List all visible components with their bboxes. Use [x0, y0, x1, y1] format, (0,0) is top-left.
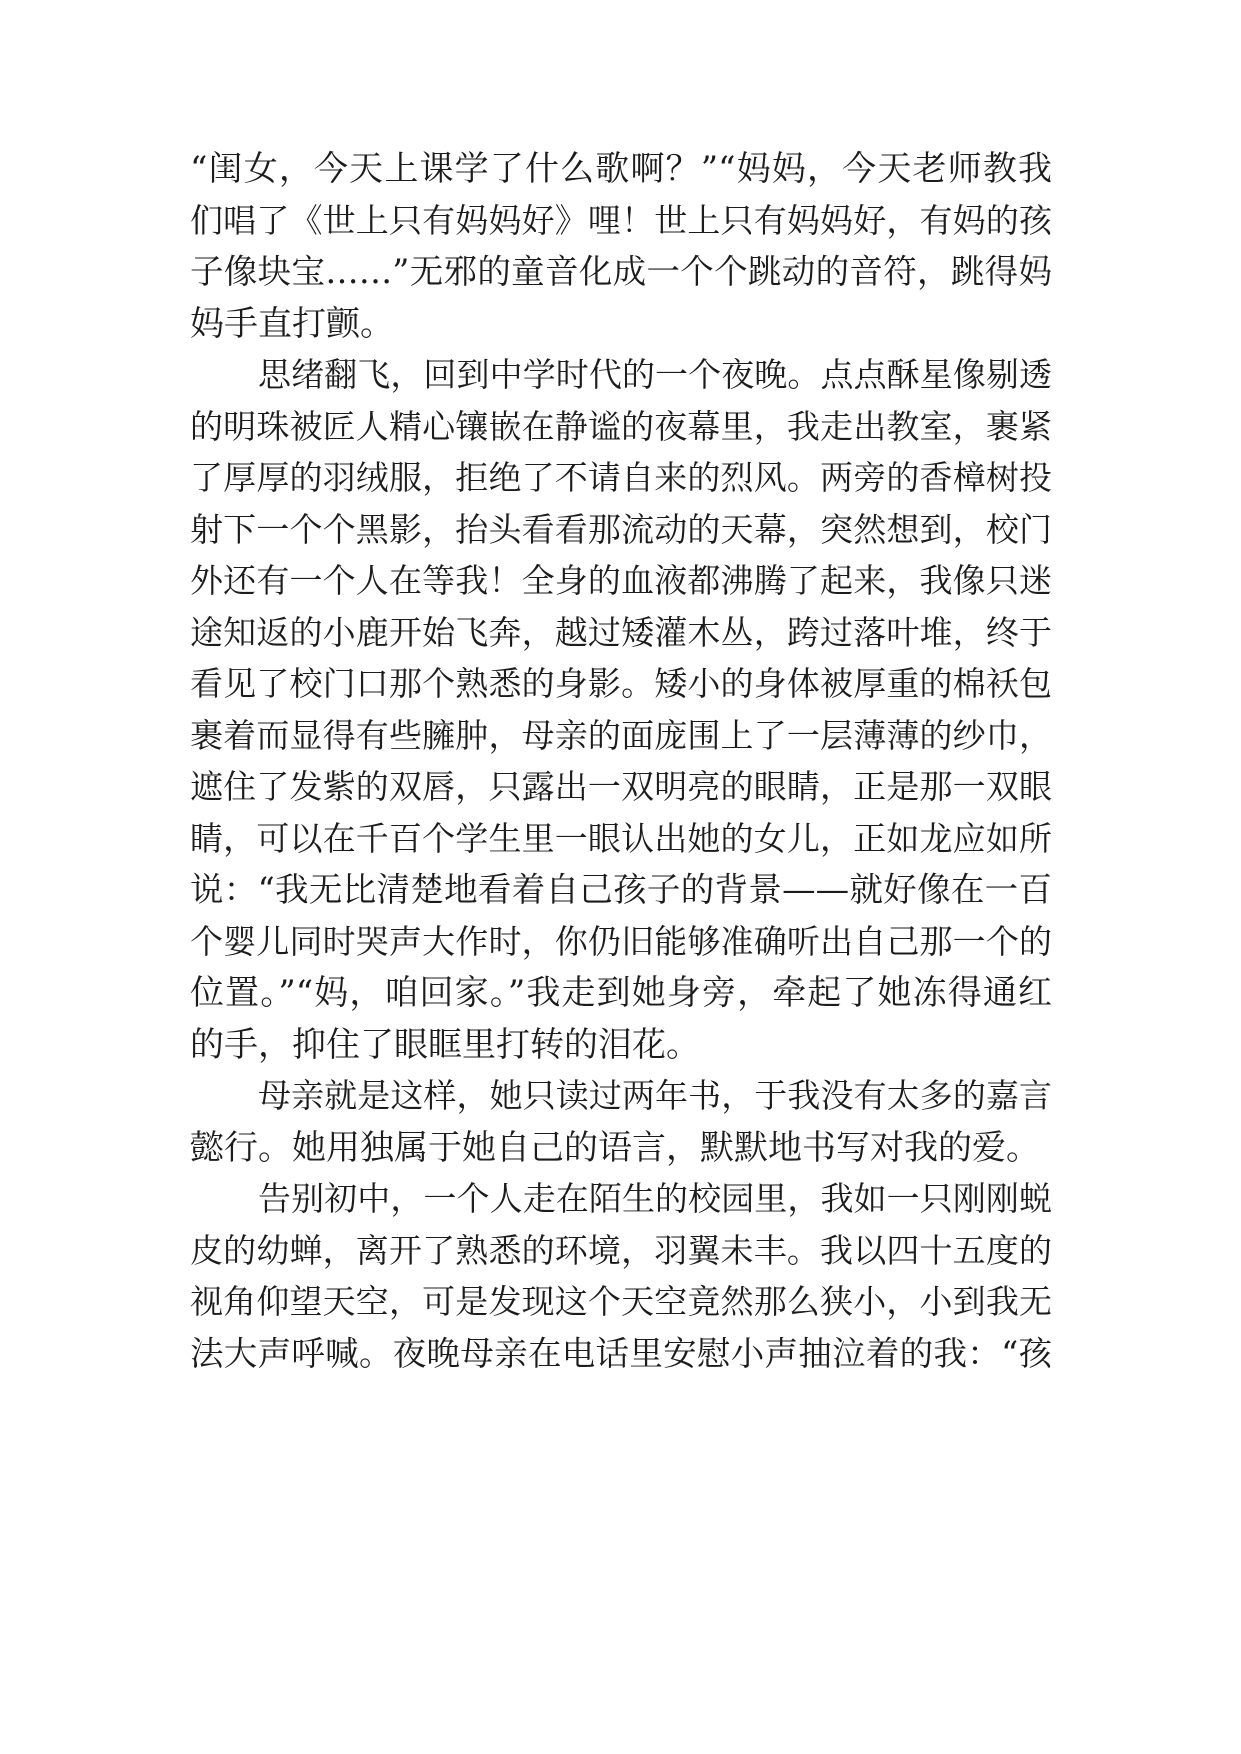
text-line: 看见了校门口那个熟悉的身影。矮小的身体被厚重的棉袄包 — [190, 664, 1052, 703]
text-line: 了厚厚的羽绒服，拒绝了不请自来的烈风。两旁的香樟树投 — [190, 458, 1052, 497]
text-line: 皮的幼蝉，离开了熟悉的环境，羽翼未丰。我以四十五度的 — [190, 1230, 1052, 1270]
text-line: 射下一个个黑影，抬头看看那流动的天幕，突然想到，校门 — [190, 509, 1052, 549]
text-line: 遮住了发紫的双唇，只露出一双明亮的眼睛，正是那一双眼 — [190, 767, 1052, 806]
paragraph-first-line: 母亲就是这样，她只读过两年书，于我没有太多的嘉言 — [258, 1076, 1052, 1115]
text-line: 懿行。她用独属于她自己的语言，默默地书写对我的爱。 — [190, 1127, 1040, 1168]
text-line: 途知返的小鹿开始飞奔，越过矮灌木丛，跨过落叶堆，终于 — [190, 612, 1052, 652]
text-line: 裹着而显得有些臃肿，母亲的面庞围上了一层薄薄的纱巾， — [190, 715, 1052, 755]
paragraph-first-line: 告别初中，一个人走在陌生的校园里，我如一只刚刚蜕 — [258, 1179, 1052, 1218]
text-line: 妈手直打颤。 — [190, 303, 394, 344]
text-line: 外还有一个人在等我！全身的血液都沸腾了起来，我像只迷 — [190, 561, 1052, 600]
text-line: 个婴儿同时哭声大作时，你仍旧能够准确听出自己那一个的 — [190, 921, 1052, 961]
text-line: 子像块宝……”无邪的童音化成一个个跳动的音符，跳得妈 — [190, 252, 1052, 291]
text-line: 的手，抑住了眼眶里打转的泪花。 — [190, 1024, 700, 1065]
text-line: 视角仰望天空，可是发现这个天空竟然那么狭小，小到我无 — [190, 1282, 1052, 1321]
text-line: 位置。”“妈，咱回家。”我走到她身旁，牵起了她冻得通红 — [190, 973, 1052, 1013]
text-line: 的明珠被匠人精心镶嵌在静谧的夜幕里，我走出教室，裹紧 — [190, 406, 1052, 446]
text-line: 法大声呼喊。夜晚母亲在电话里安慰小声抽泣着的我：“孩 — [190, 1333, 1052, 1373]
text-line: 说：“我无比清楚地看着自己孩子的背景——就好像在一百 — [190, 870, 1052, 909]
paragraph-first-line: 思绪翻飞，回到中学时代的一个夜晚。点点酥星像剔透 — [258, 355, 1052, 394]
text-line: 们唱了《世上只有妈妈好》哩！世上只有妈妈好，有妈的孩 — [190, 200, 1052, 240]
text-line: 睛，可以在千百个学生里一眼认出她的女儿，正如龙应如所 — [190, 818, 1052, 858]
text-line: “闺女，今天上课学了什么歌啊？”“妈妈，今天老师教我 — [190, 149, 1052, 189]
